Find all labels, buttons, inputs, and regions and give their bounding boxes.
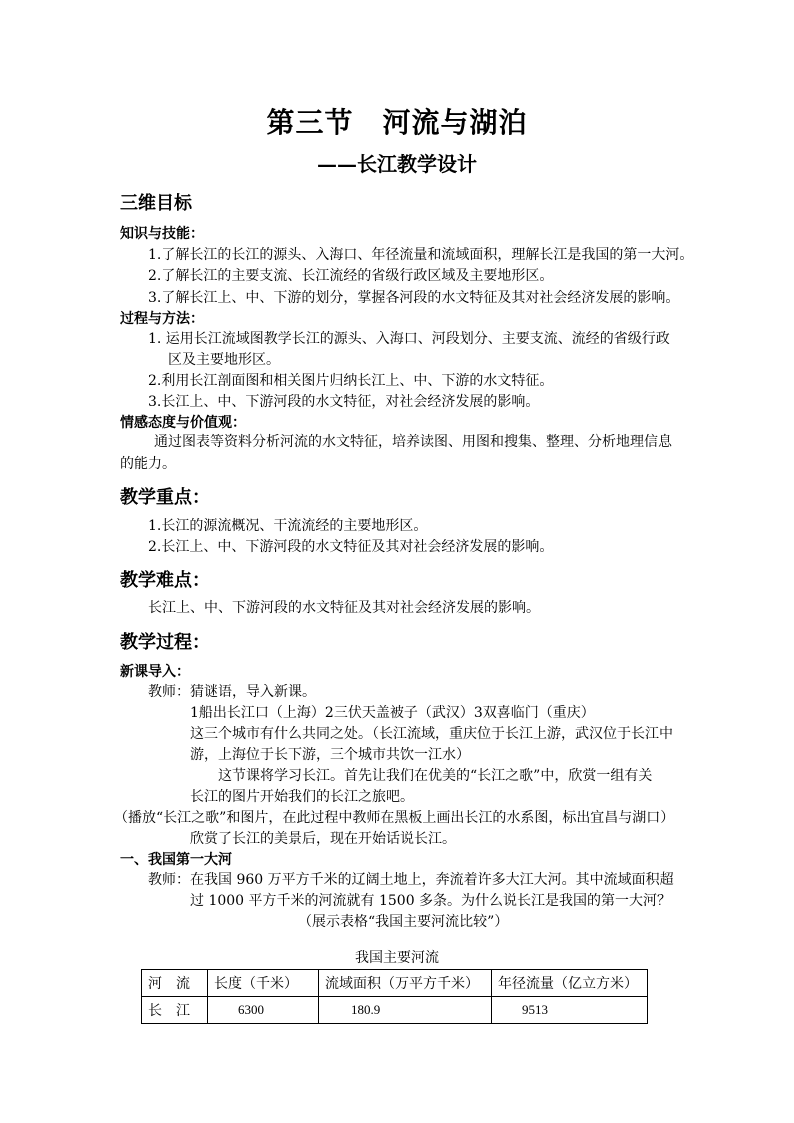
cell-runoff: 9513 (492, 997, 648, 1024)
difficulty-heading: 教学难点： (120, 570, 210, 591)
rivers-table (141, 969, 648, 1024)
knowledge-item-2: 2.了解长江的主要支流、长江流经的省级行政区域及主要地形区。 (148, 268, 554, 284)
header-length: 长度（千米） (208, 970, 319, 997)
cell-length: 6300 (208, 997, 319, 1024)
question-line-1: 这三个城市有什么共同之处。（长江流域，重庆位于长江上游，武汉位于长江中 (190, 726, 673, 742)
attitude-line-2: 的能力。 (120, 456, 176, 472)
process-item-1-line-2: 区及主要地形区。 (168, 352, 280, 368)
study-line-1: 这节课将学习长江。首先让我们在优美的“长江之歌”中，欣赏一组有关 (218, 768, 653, 784)
key-point-2: 2.长江上、中、下游河段的水文特征及其对社会经济发展的影响。 (148, 539, 554, 555)
difficulty-text: 长江上、中、下游河段的水文特征及其对社会经济发展的影响。 (148, 600, 540, 616)
header-basin-area: 流域面积（万平方千米） (319, 970, 492, 997)
teacher-question-line-1: 教师：在我国 960 万平方千米的辽阔土地上，奔流着许多大江大河。其中流域面积超 (148, 872, 674, 888)
page-title: 第三节 河流与湖泊 (266, 106, 528, 139)
cell-basin-area: 180.9 (319, 997, 492, 1024)
table-row (142, 997, 648, 1024)
intro-heading: 新课导入： (120, 664, 190, 680)
header-runoff: 年径流量（亿立方米） (492, 970, 648, 997)
play-song-line: （播放“长江之歌”和图片，在此过程中教师在黑板上画出长江的水系图，标出宜昌与湖口） (114, 810, 675, 826)
goals-heading: 三维目标 (120, 193, 192, 214)
question-line-2: 游，上海位于长下游，三个城市共饮一江水） (190, 747, 470, 763)
teacher-intro: 教师：猜谜语，导入新课。 (148, 684, 316, 700)
header-river: 河 流 (142, 970, 208, 997)
after-line: 欣赏了长江的美景后，现在开始话说长江。 (190, 831, 456, 847)
teacher-question-line-2: 过 1000 平方千米的河流就有 1500 多条。为什么说长江是我国的第一大河？ (190, 893, 672, 909)
attitude-heading: 情感态度与价值观： (120, 415, 246, 431)
process-item-2: 2.利用长江剖面图和相关图片归纳长江上、中、下游的水文特征。 (148, 373, 554, 389)
key-points-heading: 教学重点： (120, 487, 210, 508)
show-table-line: （展示表格“我国主要河流比较”） (298, 914, 509, 930)
riddle-line: 1船出长江口（上海）2三伏天盖被子（武汉）3双喜临门（重庆） (190, 705, 595, 721)
knowledge-item-3: 3.了解长江上、中、下游的划分，掌握各河段的水文特征及其对社会经济发展的影响。 (148, 290, 680, 306)
process-item-3: 3.长江上、中、下游河段的水文特征，对社会经济发展的影响。 (148, 394, 540, 410)
key-point-1: 1.长江的源流概况、干流流经的主要地形区。 (148, 518, 428, 534)
process-heading: 教学过程： (120, 632, 210, 653)
knowledge-item-1: 1.了解长江的长江的源头、入海口、年径流量和流域面积，理解长江是我国的第一大河。 (148, 247, 694, 263)
study-line-2: 长江的图片开始我们的长江之旅吧。 (190, 789, 414, 805)
table-caption: 我国主要河流 (355, 950, 439, 966)
process-method-heading: 过程与方法： (120, 311, 204, 327)
knowledge-heading: 知识与技能： (120, 226, 204, 242)
process-item-1-line-1: 1. 运用长江流域图教学长江的源头、入海口、河段划分、主要支流、流经的省级行政 (148, 331, 670, 347)
page-subtitle: ——长江教学设计 (317, 152, 477, 176)
table-header-row (142, 970, 648, 997)
cell-river: 长 江 (142, 997, 208, 1024)
section-1-heading: 一、我国第一大河 (120, 852, 232, 868)
attitude-line-1: 通过图表等资料分析河流的水文特征，培养读图、用图和搜集、整理、分析地理信息 (154, 434, 672, 450)
